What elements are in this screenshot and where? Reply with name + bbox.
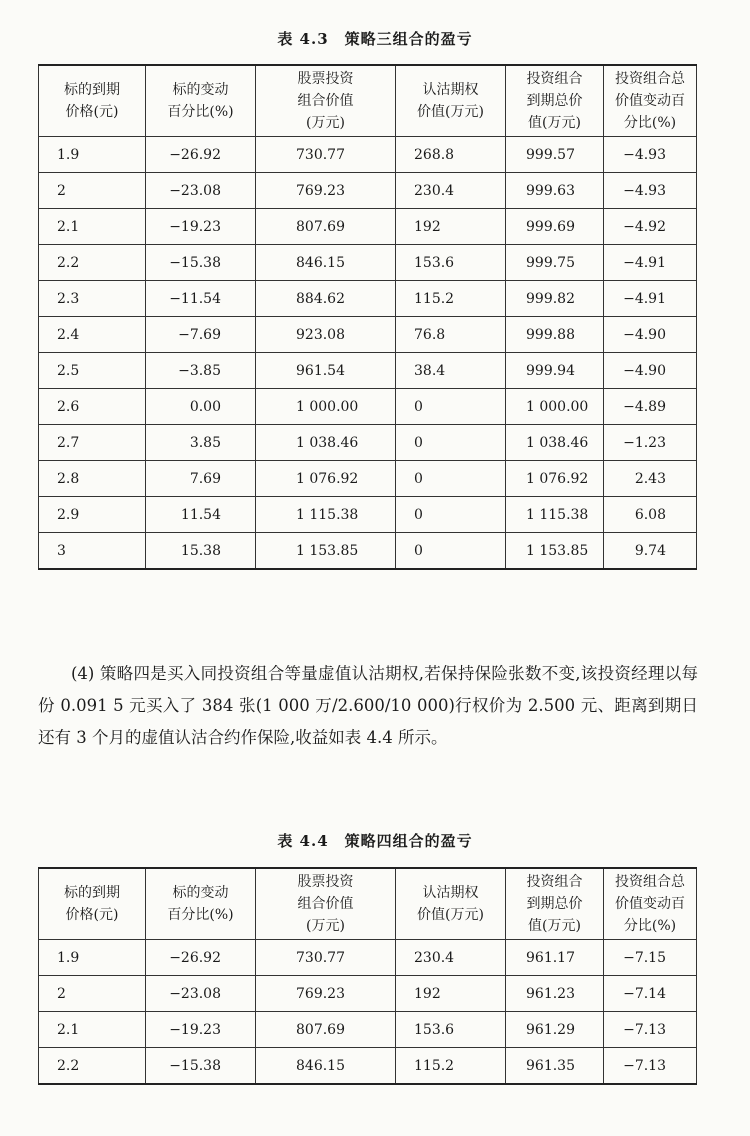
table-cell: 1 115.38 [256, 497, 396, 533]
table-cell: 0 [396, 389, 506, 425]
table-row [39, 389, 697, 425]
column-header-line: 组合价值 [297, 93, 354, 109]
table-cell: 2 [39, 976, 146, 1012]
table-row [39, 1012, 697, 1048]
column-header-line: (万元) [306, 918, 345, 934]
table-cell: 2.2 [39, 245, 146, 281]
table-cell: 1 038.46 [256, 425, 396, 461]
table-cell: −7.14 [604, 976, 697, 1012]
table-cell: −1.23 [604, 425, 697, 461]
table-cell: 115.2 [396, 1048, 506, 1085]
table-cell: −15.38 [146, 245, 256, 281]
table-cell: −11.54 [146, 281, 256, 317]
column-header-line: 投资组合总 [615, 874, 685, 890]
table-4-3-caption: 表 4.3 策略三组合的盈亏 [277, 30, 473, 48]
table-row [39, 137, 697, 173]
column-header-line: 标的变动 [172, 82, 229, 98]
column-header-line: 股票投资 [297, 874, 354, 890]
table-cell: 807.69 [256, 1012, 396, 1048]
column-header-line: 价值变动百 [615, 896, 685, 912]
column-header-line: 分比(%) [623, 918, 677, 934]
table-cell: −7.15 [604, 940, 697, 976]
table-cell: 2 [39, 173, 146, 209]
table-row [39, 281, 697, 317]
column-header-line: 价格(元) [65, 104, 119, 120]
table-cell: 1.9 [39, 940, 146, 976]
table-row [39, 533, 697, 570]
table-cell: 769.23 [256, 173, 396, 209]
table-cell: 6.08 [604, 497, 697, 533]
table-cell: 2.7 [39, 425, 146, 461]
table-cell: 268.8 [396, 137, 506, 173]
table-cell: −4.93 [604, 137, 697, 173]
table-row [39, 353, 697, 389]
table-cell: 0 [396, 461, 506, 497]
table-header-row [39, 65, 697, 137]
table-cell: 961.35 [506, 1048, 604, 1085]
table-cell: −7.13 [604, 1012, 697, 1048]
table-cell: 7.69 [146, 461, 256, 497]
table-cell: −4.91 [604, 281, 697, 317]
table-cell: 2.3 [39, 281, 146, 317]
table-cell: 999.75 [506, 245, 604, 281]
table-cell: 999.94 [506, 353, 604, 389]
column-header-line: (万元) [306, 115, 345, 131]
table-cell: −4.90 [604, 317, 697, 353]
table-cell: 15.38 [146, 533, 256, 570]
table-cell: 961.29 [506, 1012, 604, 1048]
body-paragraph [38, 658, 698, 754]
table-cell: 2.2 [39, 1048, 146, 1085]
table-cell: 999.69 [506, 209, 604, 245]
column-header-line: 值(万元) [528, 918, 581, 934]
column-header [146, 868, 256, 940]
table-cell: −4.90 [604, 353, 697, 389]
table-cell: −4.89 [604, 389, 697, 425]
table-cell: 192 [396, 976, 506, 1012]
table-cell: 2.5 [39, 353, 146, 389]
table-cell: 1 000.00 [256, 389, 396, 425]
table-cell: 884.62 [256, 281, 396, 317]
table-row [39, 173, 697, 209]
table-cell: 230.4 [396, 173, 506, 209]
column-header-line: 认沽期权 [422, 885, 479, 901]
table-cell: 153.6 [396, 1012, 506, 1048]
table-cell: 0 [396, 533, 506, 570]
column-header-line: 价值(万元) [417, 907, 484, 923]
table-cell: 1 000.00 [506, 389, 604, 425]
column-header [396, 868, 506, 940]
table-cell: 999.82 [506, 281, 604, 317]
table-cell: 2.8 [39, 461, 146, 497]
table-cell: 1 038.46 [506, 425, 604, 461]
table-cell: 38.4 [396, 353, 506, 389]
column-header-line: 分比(%) [623, 115, 677, 131]
column-header [604, 65, 697, 137]
table-cell: 999.57 [506, 137, 604, 173]
table-cell: 192 [396, 209, 506, 245]
table-cell: 961.54 [256, 353, 396, 389]
column-header-line: 投资组合总 [615, 71, 685, 87]
table-cell: 230.4 [396, 940, 506, 976]
table-cell: 730.77 [256, 137, 396, 173]
column-header-line: 到期总价 [526, 896, 583, 912]
column-header-line: 股票投资 [297, 71, 354, 87]
table-row [39, 317, 697, 353]
column-header-line: 值(万元) [528, 115, 581, 131]
table-cell: 1.9 [39, 137, 146, 173]
table-cell: 1 153.85 [256, 533, 396, 570]
table-cell: −26.92 [146, 137, 256, 173]
table-cell: 999.63 [506, 173, 604, 209]
table-cell: −7.13 [604, 1048, 697, 1085]
table-cell: −23.08 [146, 976, 256, 1012]
column-header-line: 标的变动 [172, 885, 229, 901]
table-cell: 2.1 [39, 209, 146, 245]
column-header-line: 投资组合 [526, 874, 583, 890]
table-cell: −7.69 [146, 317, 256, 353]
table-cell: −15.38 [146, 1048, 256, 1085]
table-row [39, 461, 697, 497]
table-4-4 [38, 867, 697, 1085]
table-cell: 3.85 [146, 425, 256, 461]
table-cell: 2.9 [39, 497, 146, 533]
table-cell: −4.93 [604, 173, 697, 209]
table-row [39, 976, 697, 1012]
column-header-line: 价格(元) [65, 907, 119, 923]
column-header-line: 到期总价 [526, 93, 583, 109]
column-header-line: 百分比(%) [167, 907, 234, 923]
table-cell: 807.69 [256, 209, 396, 245]
table-row [39, 245, 697, 281]
table-cell: 730.77 [256, 940, 396, 976]
table-cell: 846.15 [256, 1048, 396, 1085]
column-header-line: 投资组合 [526, 71, 583, 87]
table-cell: 2.43 [604, 461, 697, 497]
column-header [39, 868, 146, 940]
table-cell: 0.00 [146, 389, 256, 425]
table-cell: 961.17 [506, 940, 604, 976]
table-cell: −19.23 [146, 209, 256, 245]
column-header [146, 65, 256, 137]
table-cell: 2.6 [39, 389, 146, 425]
paragraph-text: (4) 策略四是买入同投资组合等量虚值认沽期权,若保持保险张数不变,该投资经理以每份 0.091 5 元买入了 384 张(1 000 万/2.600/10 000)行权价为 2.500 元、距离到期日还有 3 个月的虚值认沽合约作保险,收益如表 4.4 所示。 [38, 664, 698, 747]
table-cell: −26.92 [146, 940, 256, 976]
table-cell: 0 [396, 497, 506, 533]
table-cell: 1 076.92 [256, 461, 396, 497]
column-header-line: 标的到期 [64, 885, 120, 901]
table-header-row [39, 868, 697, 940]
table-cell: 769.23 [256, 976, 396, 1012]
table-cell: 999.88 [506, 317, 604, 353]
table-cell: 1 076.92 [506, 461, 604, 497]
table-cell: 0 [396, 425, 506, 461]
table-row [39, 497, 697, 533]
table-cell: 3 [39, 533, 146, 570]
table-cell: 923.08 [256, 317, 396, 353]
table-cell: 1 153.85 [506, 533, 604, 570]
table-cell: −3.85 [146, 353, 256, 389]
table-cell: 153.6 [396, 245, 506, 281]
table-cell: −4.91 [604, 245, 697, 281]
column-header [506, 65, 604, 137]
column-header [39, 65, 146, 137]
table-cell: 2.1 [39, 1012, 146, 1048]
column-header-line: 标的到期 [64, 82, 120, 98]
column-header-line: 百分比(%) [167, 104, 234, 120]
table-cell: 9.74 [604, 533, 697, 570]
table-cell: −19.23 [146, 1012, 256, 1048]
table-cell: −23.08 [146, 173, 256, 209]
table-4-3 [38, 64, 697, 570]
table-cell: −4.92 [604, 209, 697, 245]
table-row [39, 940, 697, 976]
table-4-4-caption: 表 4.4 策略四组合的盈亏 [277, 832, 473, 850]
column-header-line: 价值变动百 [615, 93, 685, 109]
table-row [39, 209, 697, 245]
column-header [256, 65, 396, 137]
table-cell: 115.2 [396, 281, 506, 317]
column-header [256, 868, 396, 940]
column-header [396, 65, 506, 137]
table-cell: 846.15 [256, 245, 396, 281]
column-header [604, 868, 697, 940]
table-cell: 961.23 [506, 976, 604, 1012]
table-row [39, 1048, 697, 1085]
table-cell: 76.8 [396, 317, 506, 353]
column-header-line: 价值(万元) [417, 104, 484, 120]
table-cell: 11.54 [146, 497, 256, 533]
column-header [506, 868, 604, 940]
table-cell: 1 115.38 [506, 497, 604, 533]
table-cell: 2.4 [39, 317, 146, 353]
column-header-line: 认沽期权 [422, 82, 479, 98]
column-header-line: 组合价值 [297, 896, 354, 912]
table-row [39, 425, 697, 461]
